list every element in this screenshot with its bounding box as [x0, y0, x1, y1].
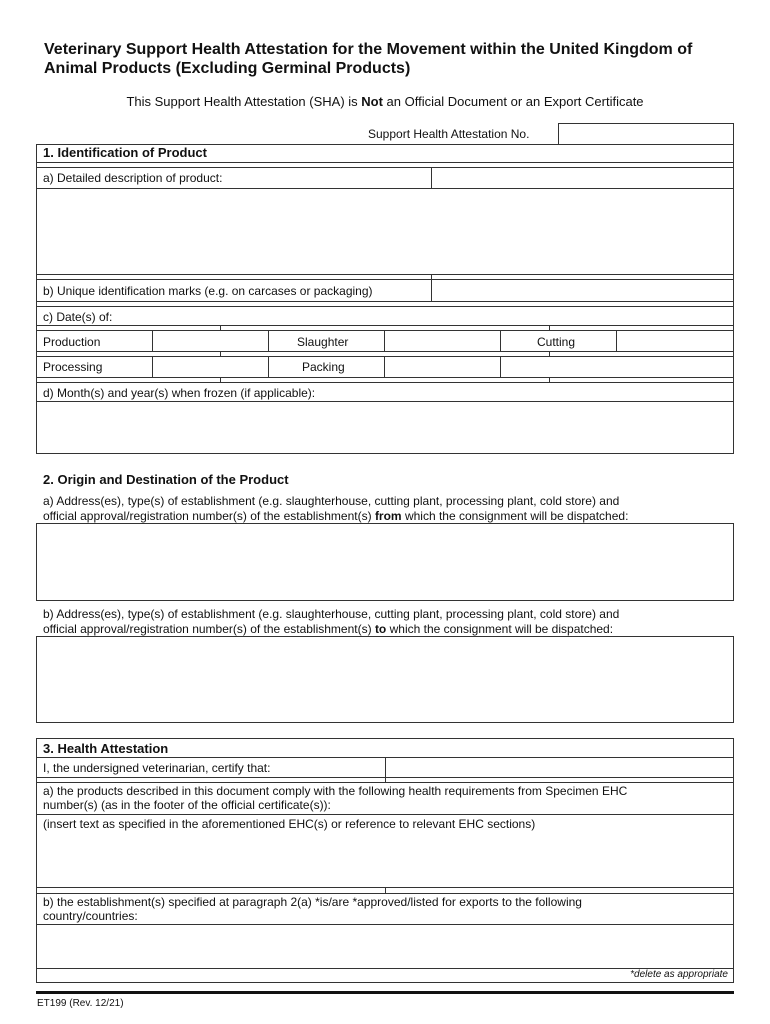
export-countries-field[interactable] [37, 925, 733, 968]
subtitle-bold-not: Not [361, 94, 383, 109]
processing-label: Processing [43, 360, 103, 374]
sha-number-label: Support Health Attestation No. [368, 127, 530, 141]
sha-number-field[interactable] [558, 123, 734, 145]
section1-heading: 1. Identification of Product [43, 145, 207, 160]
section2-b-line1: b) Address(es), type(s) of establishment (e.g. slaughterhouse, cutting plant, processing plant, cold store) and [43, 607, 620, 621]
section2-b-line2-start: official approval/registration number(s) of the establishment(s) [43, 622, 375, 636]
section3-a-line2: number(s) (as in the footer of the official certificate(s)): [43, 798, 331, 812]
identification-marks-field[interactable] [432, 280, 733, 301]
section1-a-label: a) Detailed description of product: [43, 171, 223, 185]
slaughter-date-field[interactable] [385, 331, 500, 351]
section2-a-line1: a) Address(es), type(s) of establishment (e.g. slaughterhouse, cutting plant, processing plant, cold store) and [43, 494, 620, 508]
destination-establishment-field[interactable] [36, 636, 734, 723]
footer-rule [36, 991, 734, 994]
section3-b-line1: b) the establishment(s) specified at paragraph 2(a) *is/are *approved/listed for exports to the following [43, 895, 582, 909]
packing-date-field[interactable] [385, 357, 500, 377]
production-date-field[interactable] [153, 331, 268, 351]
production-label: Production [43, 335, 101, 349]
section2-a-line2 [43, 509, 628, 523]
processing-date-field[interactable] [153, 357, 268, 377]
health-requirements-field[interactable] [37, 832, 733, 887]
packing-label: Packing [302, 360, 345, 374]
section3-heading: 3. Health Attestation [43, 741, 169, 756]
document-subtitle [0, 94, 770, 109]
section2-a-bold-from: from [374, 509, 402, 523]
form-code: ET199 (Rev. 12/21) [37, 998, 124, 1009]
document-title: Veterinary Support Health Attestation for the Movement within the United Kingdom of Animal Products (Excluding Germinal Products) [44, 41, 693, 77]
subtitle-text-start: This Support Health Attestation (SHA) is [126, 94, 362, 109]
slaughter-label: Slaughter [297, 335, 349, 349]
delete-as-appropriate-note: *delete as appropriate [630, 969, 728, 980]
section3-certify: I, the undersigned veterinarian, certify that: [43, 761, 271, 775]
cutting-label: Cutting [537, 335, 576, 349]
section1-d-label: d) Month(s) and year(s) when frozen (if applicable): [43, 386, 316, 400]
subtitle-text-end: an Official Document or an Export Certificate [382, 94, 644, 109]
section2-b-line2 [43, 622, 613, 636]
section3-a-line1: a) the products described in this document comply with the following health requirements from Specimen EHC [43, 784, 628, 798]
dispatch-establishment-field[interactable] [36, 523, 734, 601]
section2-a-line2-start: official approval/registration number(s) of the establishment(s) [43, 509, 375, 523]
section3-b-line2: country/countries: [43, 909, 138, 923]
frozen-date-field[interactable] [37, 402, 733, 453]
section2-a-line2-end: which the consignment will be dispatched: [401, 509, 629, 523]
section1-b-label: b) Unique identification marks (e.g. on carcases or packaging) [43, 284, 373, 298]
sha-number-value [559, 122, 567, 144]
section2-b-line2-end: which the consignment will be dispatched: [386, 622, 614, 636]
section1-c-label: c) Date(s) of: [43, 310, 113, 324]
section2-b-bold-to: to [374, 622, 387, 636]
section2-heading: 2. Origin and Destination of the Product [43, 472, 289, 487]
product-description-field[interactable] [37, 189, 733, 274]
section3-insert-text: (insert text as specified in the aforementioned EHC(s) or reference to relevant EHC sections) [43, 817, 536, 831]
cutting-date-field[interactable] [617, 331, 733, 351]
